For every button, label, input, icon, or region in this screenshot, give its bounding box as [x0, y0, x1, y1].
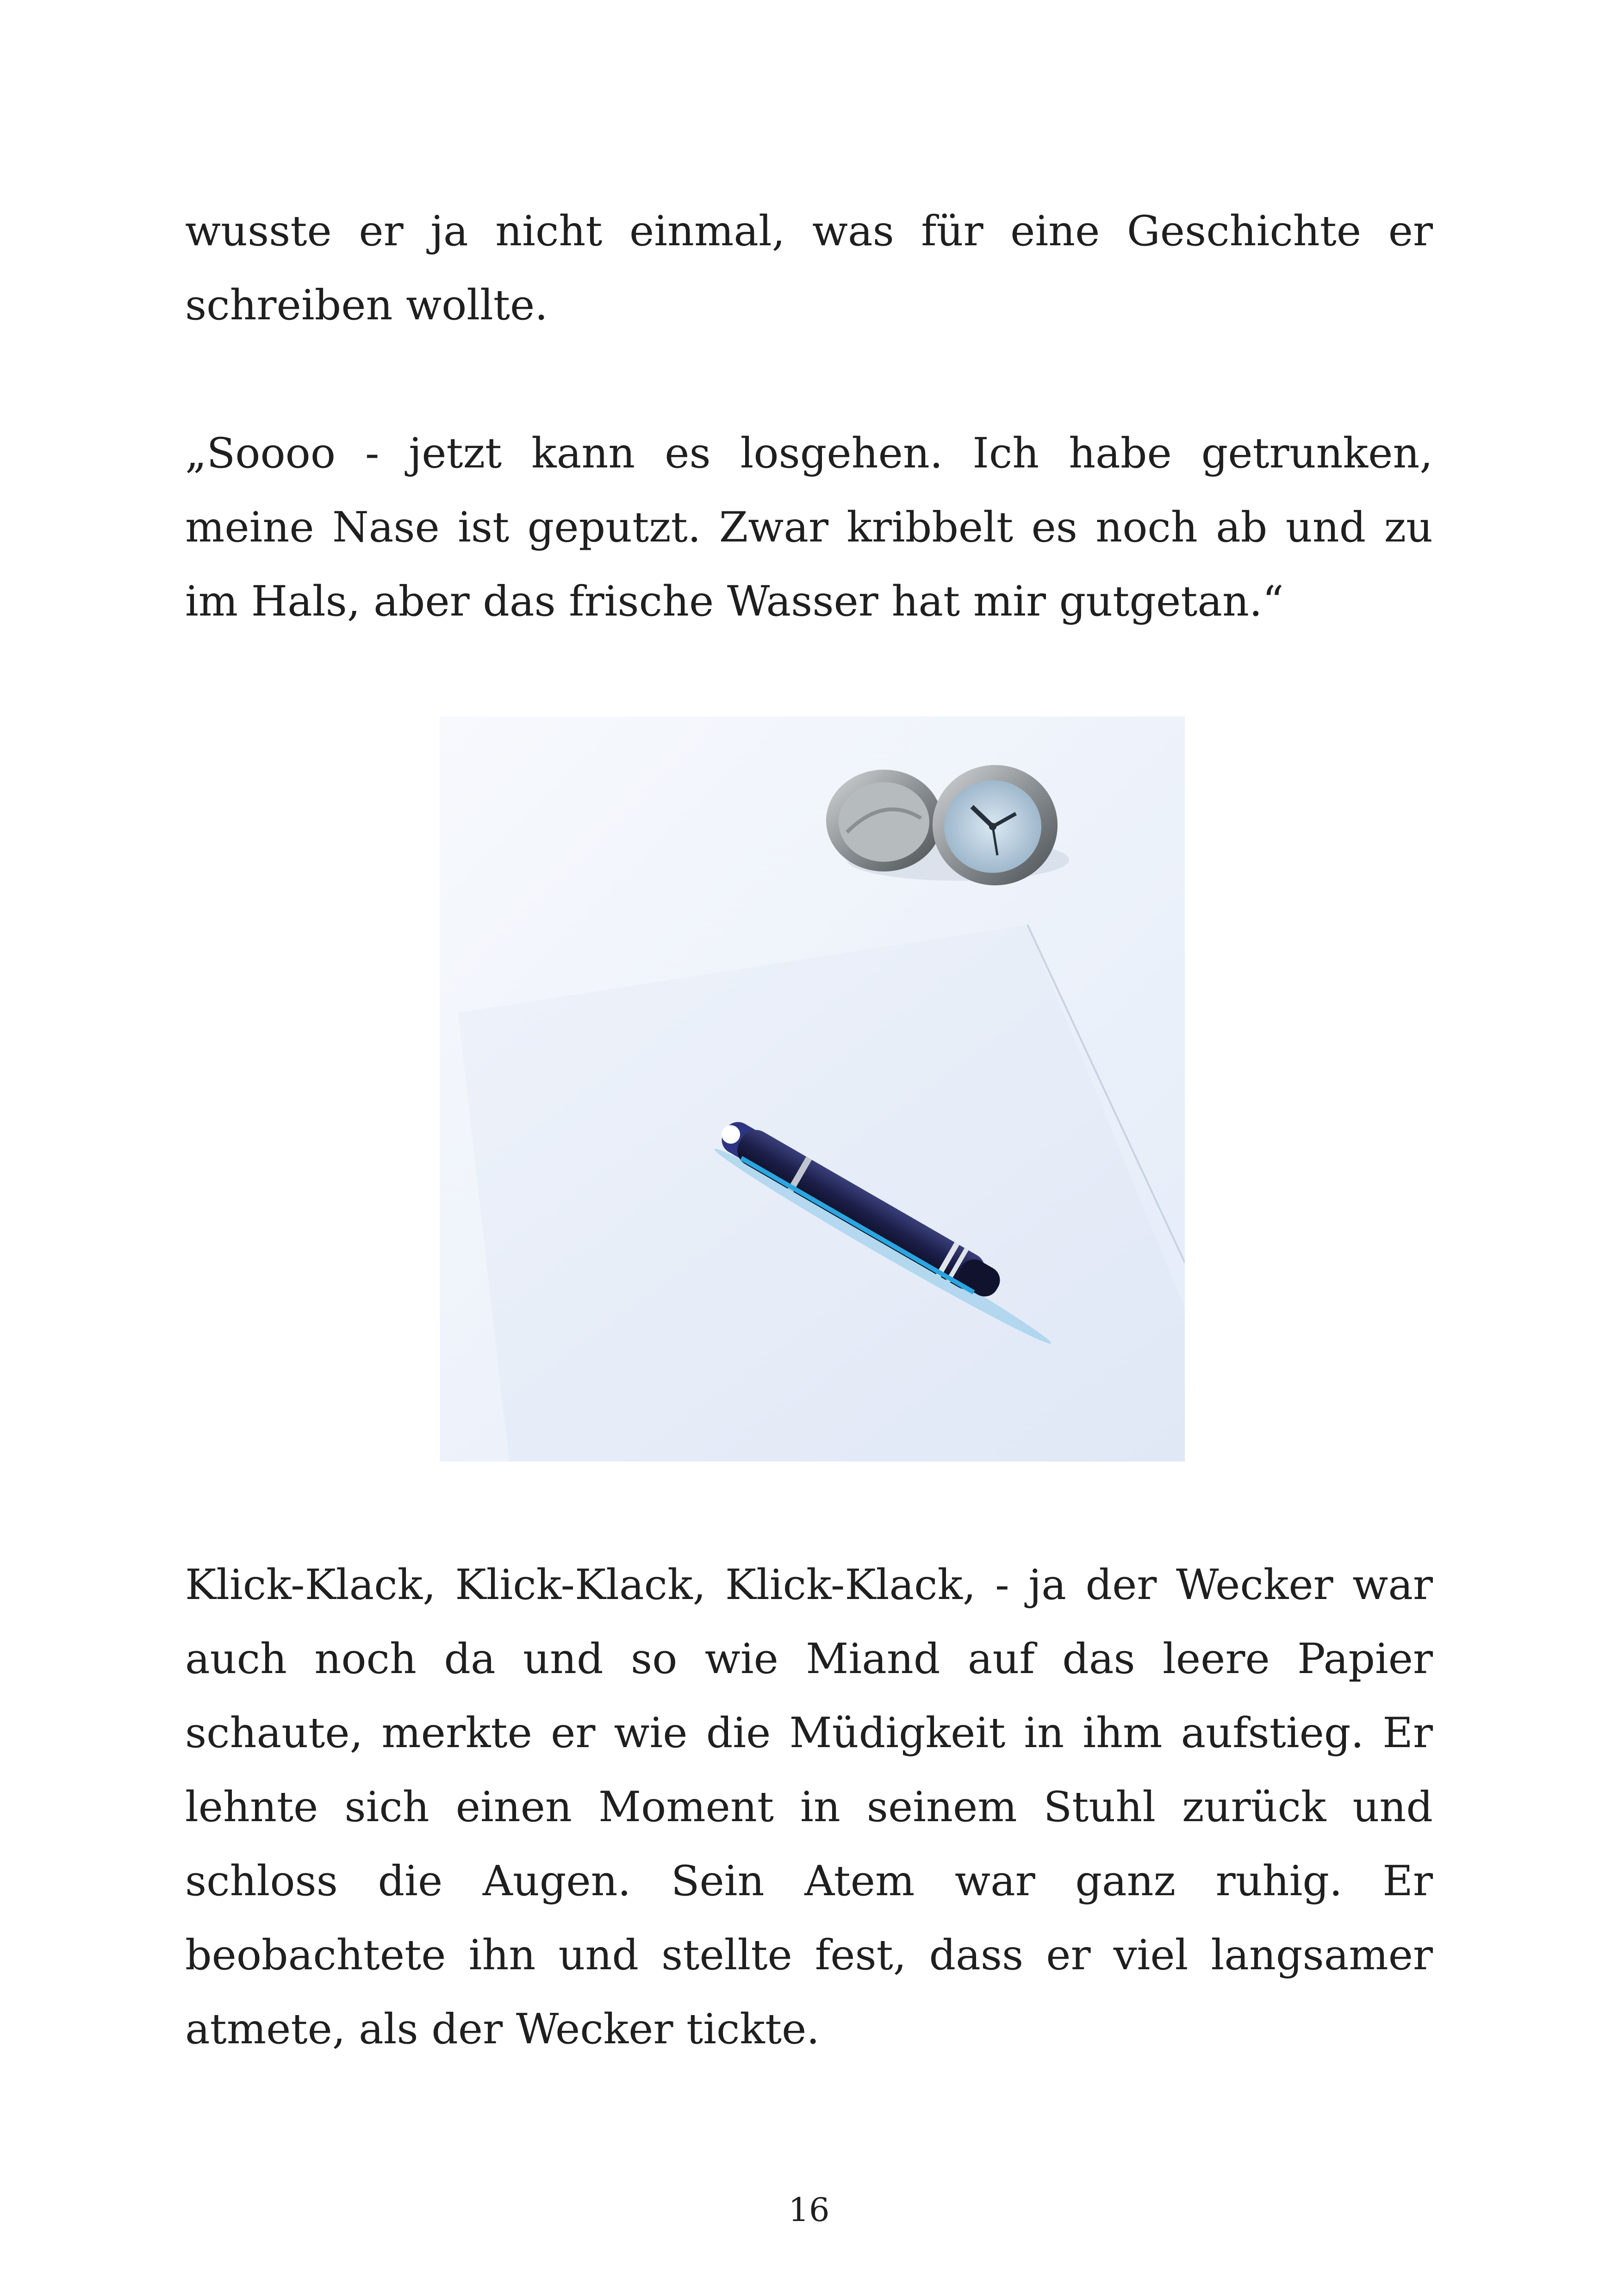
paragraph-1: wusste er ja nicht einmal, was für eine Geschichte er schreiben wollte.	[185, 207, 1433, 330]
page-number: 16	[788, 2191, 830, 2229]
illustration-image	[440, 716, 1185, 1462]
paragraph-3: Klick-Klack, Klick-Klack, Klick-Klack, - ja der Wecker war auch noch da und so wie Miand auf das leere Papier schaute, merkte er wie die Müdigkeit in ihm aufstieg. Er lehnte sich einen Moment in seinem Stuhl zurück und schloss die Augen. Sein Atem war ganz ruhig. Er beobachtete ihn und stellte fest, dass er viel langsamer atmete, als der Wecker tickte.	[185, 1561, 1433, 2053]
paragraph-2: „Soooo - jetzt kann es losgehen. Ich habe getrunken, meine Nase ist geputzt. Zwar kribbelt es noch ab und zu im Hals, aber das frische Wasser hat mir gutgetan.“	[185, 429, 1433, 626]
